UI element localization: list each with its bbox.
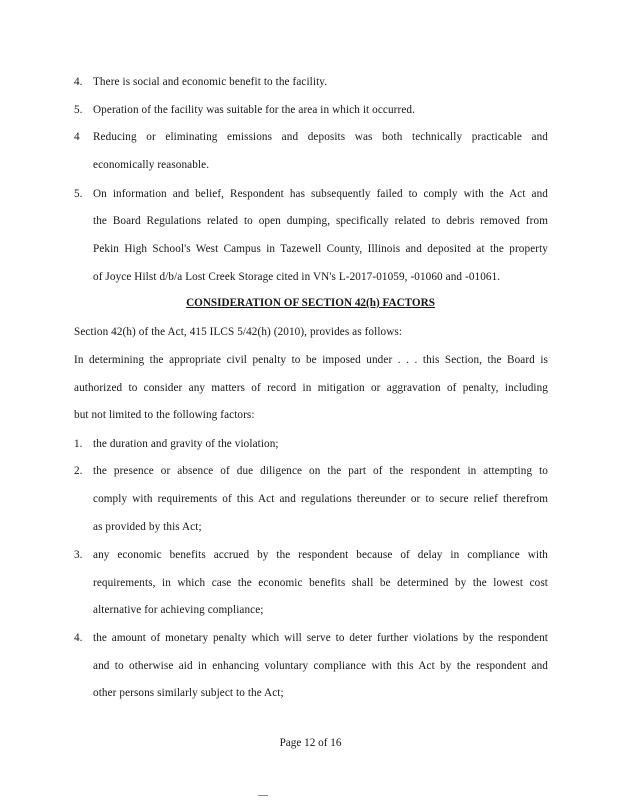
list-item-line: the Board Regulations related to open dumping, specifically related to debris removed from bbox=[93, 215, 548, 227]
list-item-line: economically reasonable. bbox=[93, 159, 210, 171]
section-heading: CONSIDERATION OF SECTION 42(h) FACTORS bbox=[186, 297, 435, 309]
quote-line: authorized to consider any matters of record in mitigation or aggravation of penalty, including bbox=[74, 382, 548, 394]
factor-line: requirements, in which case the economic benefits shall be determined by the lowest cost bbox=[93, 577, 548, 589]
intro-text: Section 42(h) of the Act, 415 ILCS 5/42(h) (2010), provides as follows: bbox=[74, 326, 403, 338]
list-item-line: Pekin High School's West Campus in Tazewell County, Illinois and deposited at the property bbox=[93, 243, 548, 255]
list-item-line: There is social and economic benefit to the facility. bbox=[93, 76, 328, 88]
scan-artifact bbox=[258, 795, 268, 796]
factor-line: as provided by this Act; bbox=[93, 521, 202, 533]
list-number: 4 bbox=[74, 131, 80, 143]
page-number: Page 12 of 16 bbox=[279, 737, 342, 749]
factor-number: 1. bbox=[74, 438, 83, 450]
list-item-line: Reducing or eliminating emissions and deposits was both technically practicable and bbox=[93, 131, 548, 143]
factor-line: the presence or absence of due diligence on the part of the respondent in attempting to bbox=[93, 465, 548, 477]
list-number: 5. bbox=[74, 188, 83, 200]
factor-number: 2. bbox=[74, 465, 83, 477]
quote-line: but not limited to the following factors: bbox=[74, 409, 255, 421]
factor-line: any economic benefits accrued by the respondent because of delay in compliance with bbox=[93, 549, 548, 561]
factor-line: the amount of monetary penalty which will serve to deter further violations by the respondent bbox=[93, 632, 548, 644]
factor-line: comply with requirements of this Act and regulations thereunder or to secure relief therefrom bbox=[93, 493, 548, 505]
factor-number: 3. bbox=[74, 549, 83, 561]
factor-line: the duration and gravity of the violation; bbox=[93, 438, 279, 450]
list-item-line: of Joyce Hilst d/b/a Lost Creek Storage cited in VN's L-2017-01059, -01060 and -01061. bbox=[93, 271, 501, 283]
factor-line: and to otherwise aid in enhancing voluntary compliance with this Act by the respondent and bbox=[93, 660, 548, 672]
list-number: 4. bbox=[74, 76, 83, 88]
factor-line: other persons similarly subject to the Act; bbox=[93, 687, 284, 699]
factor-number: 4. bbox=[74, 632, 83, 644]
list-item-line: On information and belief, Respondent has subsequently failed to comply with the Act and bbox=[93, 188, 548, 200]
list-number: 5. bbox=[74, 104, 83, 116]
list-item-line: Operation of the facility was suitable for the area in which it occurred. bbox=[93, 104, 415, 116]
quote-line: In determining the appropriate civil penalty to be imposed under . . . this Section, the Board is bbox=[74, 354, 548, 366]
factor-line: alternative for achieving compliance; bbox=[93, 604, 264, 616]
